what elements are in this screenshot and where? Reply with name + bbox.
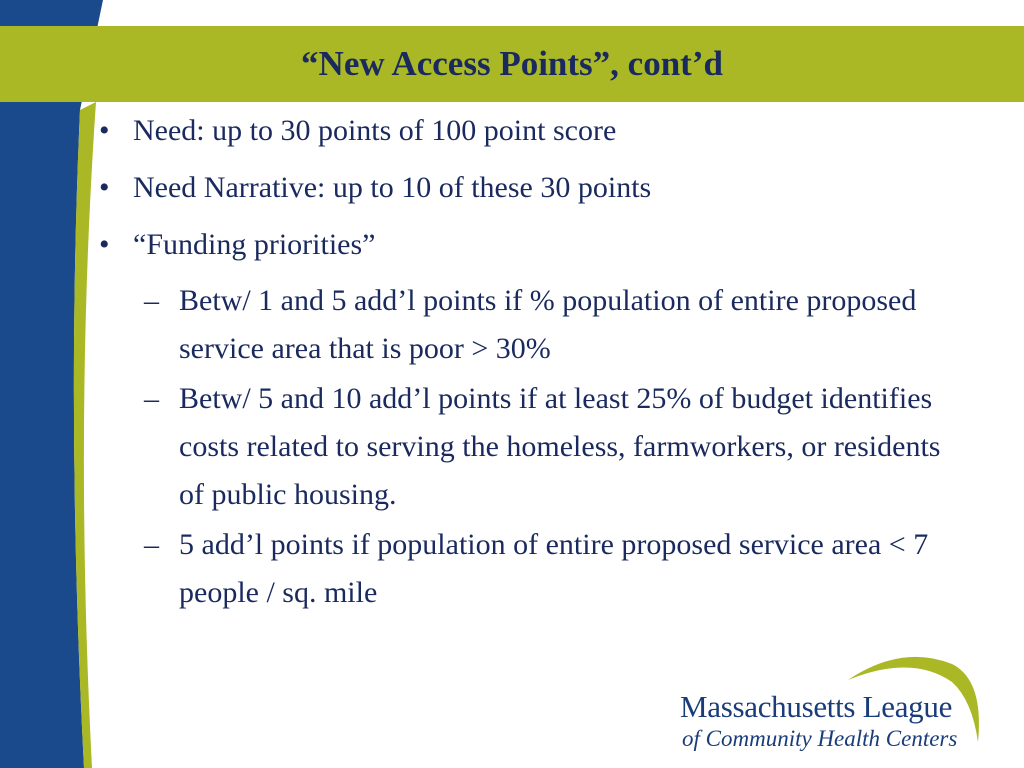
sub-bullet-text: Betw/ 5 and 10 add’l points if at least 25% of budget identifies costs related to serving the homeless, farmworkers, or residents of public housing. [179, 382, 941, 511]
sub-bullet-marker: – [144, 284, 159, 317]
sub-bullet-text: 5 add’l points if population of entire proposed service area < 7 people / sq. mile [179, 528, 929, 609]
logo-line-1: Massachusetts League [680, 689, 953, 724]
sub-bullet-item [97, 375, 957, 519]
bullet-text: Need Narrative: up to 10 of these 30 points [133, 171, 652, 204]
sub-bullet-item [97, 521, 957, 617]
bullet-text: “Funding priorities” [133, 228, 376, 261]
sub-bullet-item [97, 277, 957, 373]
sub-bullet-text: Betw/ 1 and 5 add’l points if % population of entire proposed service area that is poor > 30% [179, 284, 917, 365]
bullet-marker: • [99, 171, 110, 204]
bullet-text: Need: up to 30 points of 100 point score [133, 114, 617, 147]
logo-line-2: of Community Health Centers [682, 726, 958, 751]
slide-body [97, 112, 957, 625]
bullet-item [97, 226, 957, 264]
sub-bullet-marker: – [144, 528, 159, 561]
bullet-marker: • [99, 228, 110, 261]
bullet-item [97, 169, 957, 207]
slide-title: “New Access Points”, cont’d [301, 44, 723, 83]
bullet-marker: • [99, 114, 110, 147]
organization-logo [672, 650, 992, 760]
bullet-item [97, 112, 957, 150]
sub-bullet-marker: – [144, 382, 159, 415]
